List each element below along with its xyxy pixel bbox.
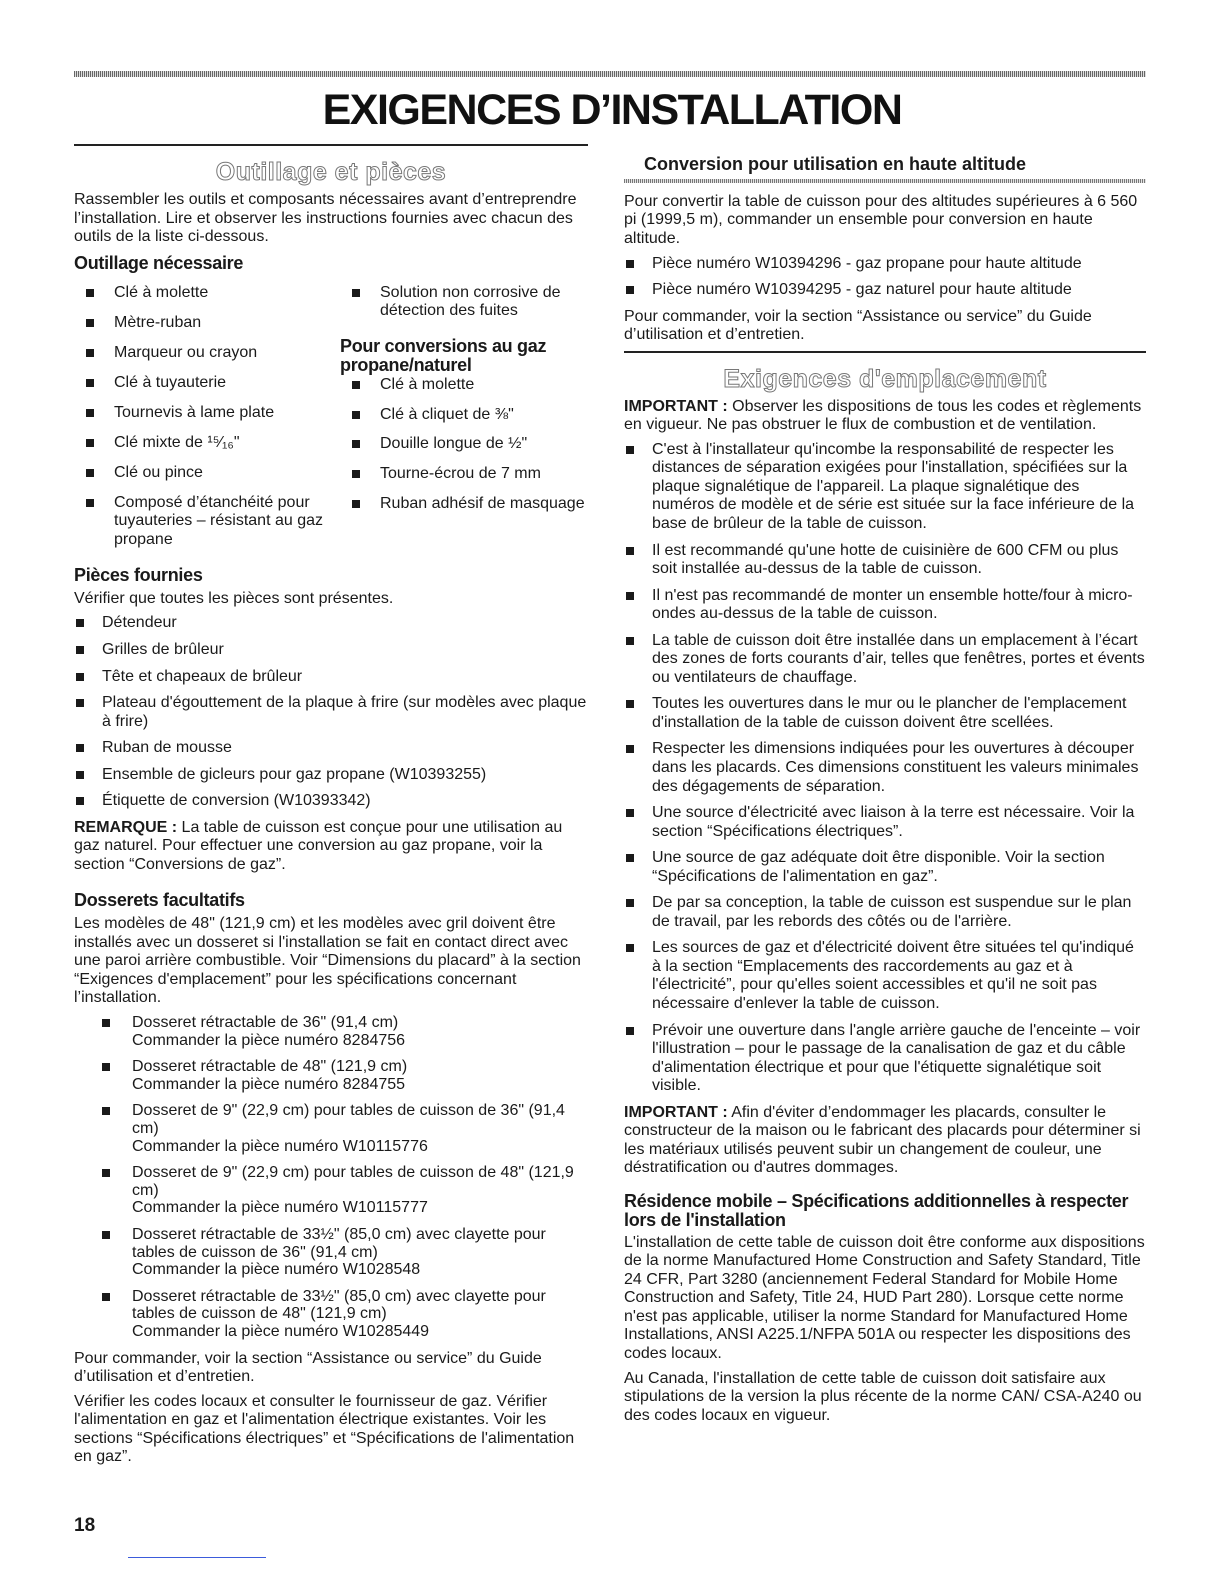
right-column bbox=[624, 150, 1146, 1431]
list-item: Clé à cliquet de ⅜" bbox=[340, 406, 588, 425]
list-item: Clé à tuyauterie bbox=[74, 374, 340, 393]
important2-paragraph bbox=[624, 1104, 1146, 1178]
backsplash-list bbox=[74, 1014, 588, 1341]
list-item: Étiquette de conversion (W10393342) bbox=[74, 792, 588, 811]
list-item: Douille longue de ½" bbox=[340, 435, 588, 454]
conversion-tools-heading: Pour conversions au gaz propane/naturel bbox=[340, 335, 547, 375]
list-item: Il n'est pas recommandé de monter un ensemble hotte/four à micro-ondes au-dessus de la table de cuisson. bbox=[624, 587, 1146, 624]
parts-intro: Vérifier que toutes les pièces sont présentes. bbox=[74, 589, 394, 607]
altitude-order: Pour commander, voir la section “Assistance ou service” du Guide d’utilisation et d’entretien. bbox=[624, 307, 1092, 344]
important-text: Observer les dispositions de tous les codes et règlements en vigueur. Ne pas obstruer le flux de combustion et de ventilation. bbox=[624, 397, 1142, 434]
item-desc: Dosseret de 9" (22,9 cm) pour tables de cuisson de 36" (91,4 cm) bbox=[132, 1102, 565, 1137]
altitude-intro: Pour convertir la table de cuisson pour des altitudes supérieures à 6 560 pi (1999,5 m), commander un ensemble pour conversion en haute altitude. bbox=[624, 192, 1138, 247]
list-item: Une source de gaz adéquate doit être disponible. Voir la section “Spécifications de l'alimentation en gaz”. bbox=[624, 849, 1146, 886]
note-label: REMARQUE : bbox=[74, 818, 178, 836]
list-item: Pièce numéro W10394296 - gaz propane pour haute altitude bbox=[624, 255, 1146, 274]
mobile-text: L'installation de cette table de cuisson doit être conforme aux dispositions de la norme Manufactured Home Construction and Safety Standard, Title 24 CFR, Part 3280 (anciennement Federal Standard for Mobile Home Construction and Safety, Title 24, HUD Part 280). Lorsque cette norme n'est pas applicable, utiliser la norme Standard for Manufactured Home Installations, ANSI A225.1/NFPA 501A ou respecter les dispositions des codes locaux. bbox=[624, 1233, 1145, 1362]
important2-label: IMPORTANT : bbox=[624, 1103, 728, 1121]
item-desc: Dosseret de 9" (22,9 cm) pour tables de cuisson de 48" (121,9 cm) bbox=[132, 1164, 574, 1199]
item-desc: Dosseret rétractable de 48" (121,9 cm) bbox=[132, 1058, 408, 1076]
important-paragraph bbox=[624, 398, 1146, 435]
title-rule bbox=[74, 144, 588, 146]
location-list bbox=[624, 441, 1146, 1096]
list-item: Les sources de gaz et d'électricité doivent être situées tel qu'indiqué à la section “Emplacements des raccordements au gaz et à l'électricité”, pour qu'elles soient accessibles et qu'il ne soit pas nécessaire d'enlever la table de cuisson. bbox=[624, 939, 1146, 1013]
list-item: Tourne-écrou de 7 mm bbox=[340, 465, 588, 484]
important-label: IMPORTANT : bbox=[624, 397, 728, 415]
list-item: Toutes les ouvertures dans le mur ou le plancher de l'emplacement d'installation de la table de cuisson doivent être scellées. bbox=[624, 695, 1146, 732]
mobile-heading: Résidence mobile – Spécifications additionnelles à respecter lors de l'installation bbox=[624, 1190, 1129, 1230]
item-desc: Dosseret rétractable de 33½" (85,0 cm) avec clayette pour tables de cuisson de 36" (91,4 cm) bbox=[132, 1225, 546, 1261]
list-item: Plateau d'égouttement de la plaque à frire (sur modèles avec plaque à frire) bbox=[74, 694, 588, 731]
altitude-heading: Conversion pour utilisation en haute altitude bbox=[644, 154, 1027, 174]
list-item: De par sa conception, la table de cuisson est suspendue sur le plan de travail, par les rebords des côtés ou de l'arrière. bbox=[624, 894, 1146, 931]
backsplash-intro: Les modèles de 48" (121,9 cm) et les modèles avec gril doivent être installés avec un dosseret si l'installation se fait en contact direct avec une paroi arrière combustible. Voir “Dimensions du placard” à la section “Exigences d'emplacement” pour les spécifications concernant l’installation. bbox=[74, 915, 581, 1007]
list-item bbox=[100, 1164, 588, 1217]
page-number: 18 bbox=[74, 1515, 96, 1536]
page-title: EXIGENCES D’INSTALLATION bbox=[322, 86, 902, 134]
altitude-list bbox=[624, 255, 1146, 300]
list-item: Composé d’étanchéité pour tuyauteries – résistant au gaz propane bbox=[74, 494, 340, 550]
list-item bbox=[100, 1102, 588, 1155]
list-item: Mètre-ruban bbox=[74, 314, 340, 333]
section-rule bbox=[624, 351, 1146, 353]
list-item: Ensemble de gicleurs pour gaz propane (W10393255) bbox=[74, 766, 588, 785]
list-item bbox=[100, 1014, 588, 1049]
list-item: Une source d'électricité avec liaison à la terre est nécessaire. Voir la section “Spécifications électriques”. bbox=[624, 804, 1146, 841]
list-item: La table de cuisson doit être installée dans un emplacement à l’écart des zones de forts courants d’air, telles que fenêtres, portes et évents ou ventilateurs de chauffage. bbox=[624, 632, 1146, 688]
list-item: Respecter les dimensions indiquées pour les ouvertures à découper dans les placards. Ces dimensions constituent les valeurs minimales des dégagements de séparation. bbox=[624, 740, 1146, 796]
item-part: Commander la pièce numéro W1028548 bbox=[132, 1261, 421, 1279]
list-item bbox=[100, 1058, 588, 1093]
item-part: Commander la pièce numéro 8284755 bbox=[132, 1075, 406, 1093]
tools-heading: Outillage nécessaire bbox=[74, 252, 244, 273]
list-item: Tête et chapeaux de brûleur bbox=[74, 668, 588, 687]
check-text: Vérifier les codes locaux et consulter le fournisseur de gaz. Vérifier l'alimentation en gaz et l'alimentation électrique existantes. Voir les sections “Spécifications électriques” et “Spécifications de l'alimentation en gaz”. bbox=[74, 1392, 575, 1466]
list-item: Pièce numéro W10394295 - gaz naturel pour haute altitude bbox=[624, 281, 1146, 300]
list-item: Tournevis à lame plate bbox=[74, 404, 340, 423]
location-section-title: Exigences d'emplacement bbox=[723, 364, 1047, 393]
item-part: Commander la pièce numéro W10115776 bbox=[132, 1137, 428, 1155]
list-item: Clé ou pince bbox=[74, 464, 340, 483]
list-item: Ruban de mousse bbox=[74, 739, 588, 758]
list-item: Clé mixte de ¹⁵⁄₁₆" bbox=[74, 434, 340, 453]
footer-line bbox=[128, 1557, 266, 1558]
tools-intro: Rassembler les outils et composants nécessaires avant d’entreprendre l’installation. Lire et observer les instructions fournies avec chacun des outils de la liste ci-dessous. bbox=[74, 191, 577, 246]
list-item: Clé à molette bbox=[74, 284, 340, 303]
tools-col-2-list bbox=[340, 284, 588, 321]
tools-col-1 bbox=[74, 284, 340, 561]
dotted-rule bbox=[624, 179, 1146, 183]
list-item: Il est recommandé qu'une hotte de cuisinière de 600 CFM ou plus soit installée au-dessus de la table de cuisson. bbox=[624, 542, 1146, 579]
important2-text: Afin d'éviter d’endommager les placards, consulter le constructeur de la maison ou le fabricant des placards pour déterminer si les matériaux utilisés peuvent subir un changement de couleur, une déstratification ou d'autres dommages. bbox=[624, 1103, 1141, 1177]
canada-text: Au Canada, l'installation de cette table de cuisson doit satisfaire aux stipulations de la version la plus récente de la norme CAN/ CSA-A240 ou des codes locaux en vigueur. bbox=[624, 1369, 1142, 1424]
parts-list bbox=[74, 614, 588, 810]
item-part: Commander la pièce numéro 8284756 bbox=[132, 1031, 406, 1049]
top-dotted-rule bbox=[74, 71, 1146, 77]
backsplash-heading: Dosserets facultatifs bbox=[74, 890, 245, 911]
list-item bbox=[100, 1288, 588, 1341]
item-part: Commander la pièce numéro W10115777 bbox=[132, 1199, 428, 1217]
item-desc: Dosseret rétractable de 36" (91,4 cm) bbox=[132, 1014, 399, 1032]
left-column bbox=[74, 150, 588, 1473]
note-text: La table de cuisson est conçue pour une utilisation au gaz naturel. Pour effectuer une conversion au gaz propane, voir la section “Conversions de gaz”. bbox=[74, 818, 563, 873]
tools-col-2 bbox=[340, 284, 588, 561]
list-item: C'est à l'installateur qu'incombe la responsabilité de respecter les distances de séparation exigées pour l'installation, spécifiées sur la plaque signalétique de l'appareil. La plaque signalétique des numéros de modèle et de série est située sur la face inférieure de la base de brûleur de la table de cuisson. bbox=[624, 441, 1146, 534]
list-item: Clé à molette bbox=[340, 376, 588, 395]
list-item: Marqueur ou crayon bbox=[74, 344, 340, 363]
tools-section-title: Outillage et pièces bbox=[215, 158, 447, 186]
list-item: Grilles de brûleur bbox=[74, 641, 588, 660]
order-text: Pour commander, voir la section “Assistance ou service” du Guide d’utilisation et d’entretien. bbox=[74, 1349, 542, 1386]
conversion-tools-list bbox=[340, 376, 588, 513]
item-part: Commander la pièce numéro W10285449 bbox=[132, 1322, 430, 1340]
list-item: Prévoir une ouverture dans l'angle arrière gauche de l'enceinte – voir l'illustration – pour le passage de la canalisation de gaz et du câble d'alimentation électrique et pour que l'étiquette signalétique soit visible. bbox=[624, 1022, 1146, 1096]
tools-list bbox=[74, 284, 588, 561]
list-item bbox=[100, 1226, 588, 1279]
note-paragraph bbox=[74, 819, 588, 875]
parts-heading: Pièces fournies bbox=[74, 564, 203, 585]
list-item: Détendeur bbox=[74, 614, 588, 633]
item-desc: Dosseret rétractable de 33½" (85,0 cm) avec clayette pour tables de cuisson de 48" (121,9 cm) bbox=[132, 1287, 546, 1323]
list-item: Ruban adhésif de masquage bbox=[340, 495, 588, 514]
list-item: Solution non corrosive de détection des fuites bbox=[340, 284, 588, 321]
